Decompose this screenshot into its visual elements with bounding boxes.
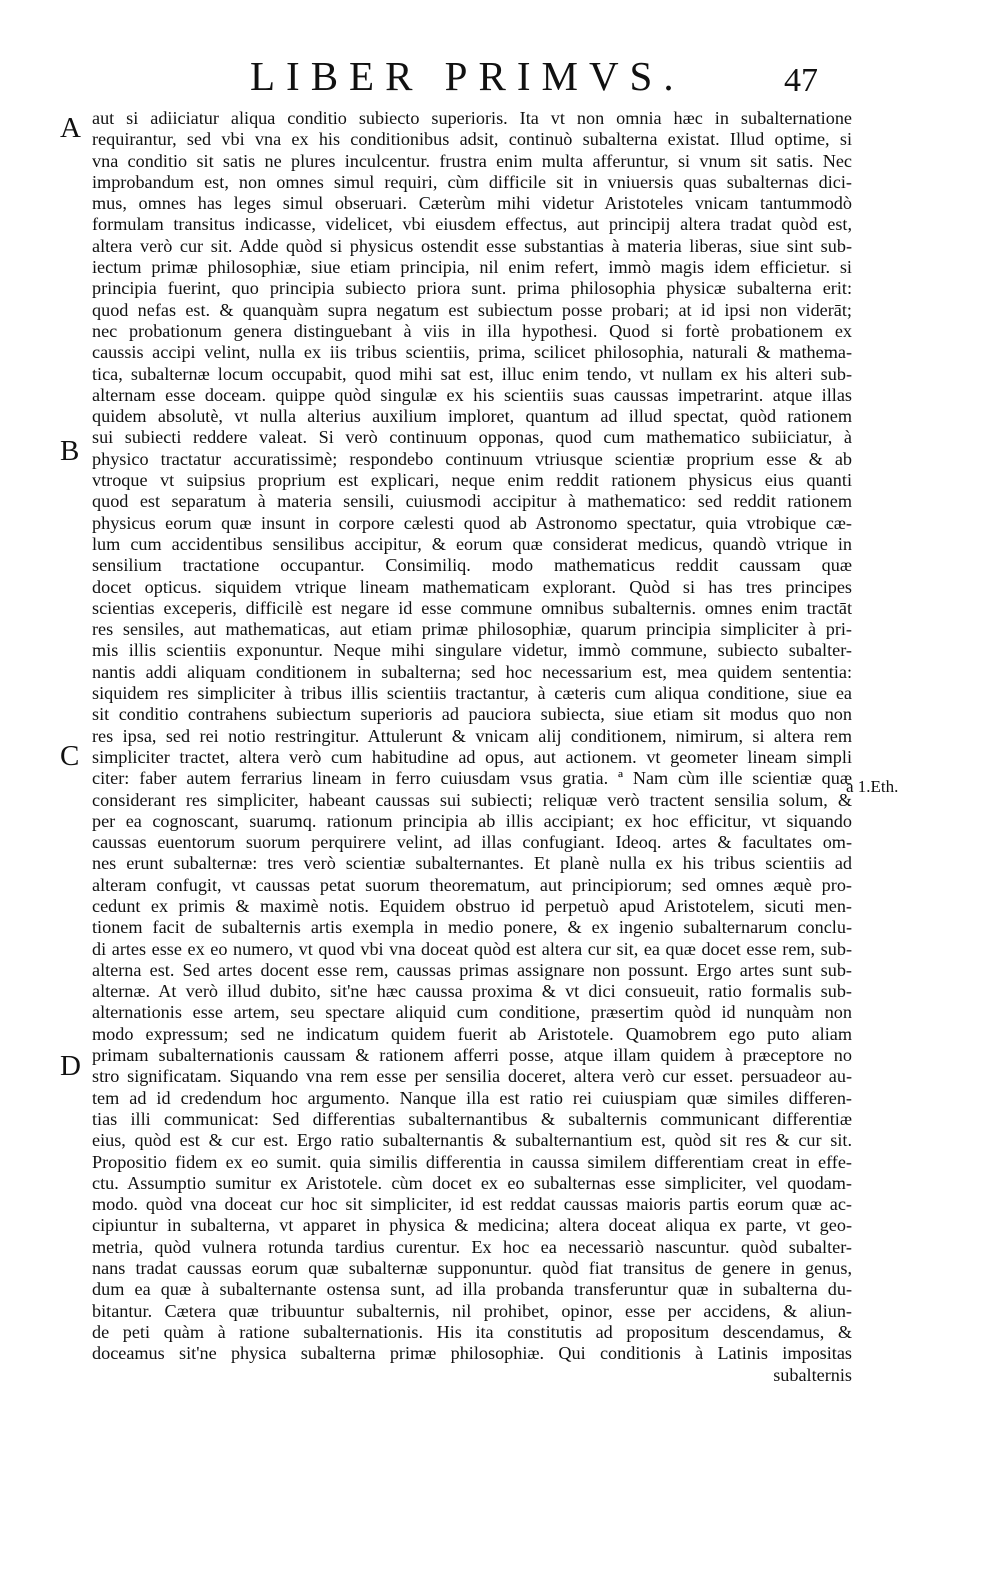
text-line: eius, quòd est & cur est. Ergo ratio subalternantis & subalternantium est, quòd sit res & cur sit. <box>92 1130 852 1151</box>
text-line: metria, quòd vulnera rotunda tardius curentur. Ex hoc ea necessariò nascuntur. quòd subalter- <box>92 1236 852 1257</box>
section-mark-b: B <box>60 435 80 467</box>
text-line: principia fuerint, quo principia subiecto priora sunt. prima philosophia physicæ subalterna erit: <box>92 278 852 299</box>
running-head <box>0 46 1000 106</box>
text-line: requirantur, sed vbi vna ex his conditionibus adsit, continuò subalterna existat. Illud optime, si <box>92 129 852 150</box>
text-line: nes erunt subalternæ: tres verò scientiæ subalternantes. Et planè nulla ex his tribus scientiis ad <box>92 853 852 874</box>
text-line: quod est separatum à materia sensili, cuiusmodi accipitur à mathematico: sed reddit rationem <box>92 491 852 512</box>
body-text <box>92 108 852 1386</box>
text-line: tem ad id credendum hoc argumento. Nanque illa est ratio rei cuiuspiam quæ similes differen- <box>92 1087 852 1108</box>
text-line: formulam transitus indicasse, videlicet, vbi eiusdem effectus, aut principij altera tradat quòd est, <box>92 214 852 235</box>
text-line: cipiuntur in subalterna, vt apparet in physica & medicina; altera doceat aliqua ex parte, vt geo- <box>92 1215 852 1236</box>
running-title: LIBER PRIMVS. <box>250 53 685 99</box>
text-line: stro significatam. Siquando vna rem esse per sensilia doceret, altera verò cur esset. persuadeor au- <box>92 1066 852 1087</box>
text-line: de peti quàm à ratione subalternationis. His ita constitutis ad propositum descendamus, & <box>92 1321 852 1342</box>
text-line: docet opticus. siquidem vtrique lineam mathematicam explorant. Quòd si has tres principes <box>92 576 852 597</box>
text-line: alternationis esse artem, seu spectare aliquid cum conditione, præsertim quòd id nunquàm non <box>92 1002 852 1023</box>
text-line: per ea cognoscant, suarumq. rationum principia ab illis accipiant; ex hoc efficitur, vt siquando <box>92 810 852 831</box>
text-line: nec probationum genera distinguebant à viis in illa hypothesi. Quod si fortè probationem ex <box>92 320 852 341</box>
text-line: nantis addi aliquam conditionem in subalterna; sed hoc necessarium est, mea quidem sententia: <box>92 661 852 682</box>
text-line: tica, subalternæ locum occupabit, quod mihi sat est, illuc enim tendo, vt nullam ex his alteri sub- <box>92 363 852 384</box>
text-line: iectum primæ philosophiæ, siue etiam principia, nil enim refert, immò magis idem efficietur. si <box>92 257 852 278</box>
text-line: citer: faber autem ferrarius lineam in ferro cuiusdam vsus gratia. ª Nam cùm ille scientiæ quæ <box>92 768 852 789</box>
text-line: di artes esse ex eo numero, vt quod vbi vna doceat quòd est altera cur sit, ea quæ docet esse rem, sub- <box>92 938 852 959</box>
text-line: siquidem res simpliciter à tribus illis scientiis tractantur, à cæteris cum aliqua conditione, siue ea <box>92 683 852 704</box>
text-line: physicus eorum quæ insunt in corpore cælesti quod ab Astronomo spectatur, quia vtrobique cæ- <box>92 512 852 533</box>
text-line: mis illis scientiis exponuntur. Neque mihi singulare videtur, immò commune, subiecto subalter- <box>92 640 852 661</box>
text-line: caussas euentorum suorum perquirere velint, ad illas confugiant. Ideoq. artes & facultates om- <box>92 832 852 853</box>
page-number: 47 <box>784 62 818 99</box>
text-line: considerant res simpliciter, habeant caussas sui subiecti; reliquæ verò tractent sensilia solum, & <box>92 789 852 810</box>
text-line: vtroque vt suipsius proprium est explicari, neque enim reddit rationem physicus eius quanti <box>92 470 852 491</box>
text-line: subalternis <box>773 1364 852 1385</box>
section-mark-d: D <box>60 1050 81 1082</box>
text-line: nans tradat caussas eorum quæ subalternæ supponuntur. quòd fiat transitus de genere in genus, <box>92 1258 852 1279</box>
marginal-citation: a 1.Eth. <box>846 777 899 796</box>
text-line: cedunt ex primis & maximè notis. Equidem obstruo id perpetuò apud Aristotelem, sicuti men- <box>92 895 852 916</box>
text-line: simpliciter tractet, altera verò cum habitudine ad opus, aut actionem. vt geometer lineam simpli <box>92 746 852 767</box>
text-line: res ipsa, sed rei notio restringitur. Attulerunt & vnicam alij conditionem, nimirum, si altera rem <box>92 725 852 746</box>
text-line: dum ea quæ à subalternante ostensa sunt, ad illa probanda transferuntur quæ in subalterna du- <box>92 1279 852 1300</box>
text-line: mus, omnes has leges simul obseruari. Cæterùm mihi videtur Aristoteles vnicam tantummodò <box>92 193 852 214</box>
text-line: physico tractatur accuratissimè; respondebo continuum vtriusque scientiæ proprium esse & ab <box>92 448 852 469</box>
text-line: altera verò cur sit. Adde quòd si physicus ostendit esse substantias à materia liberas, siue sint sub- <box>92 235 852 256</box>
text-line: sit conditio contrahens subiectum superioris ad pauciora subiecta, siue etiam sit modus quo non <box>92 704 852 725</box>
text-line: Propositio fidem ex eo sumit. quia similis differentia in caussa similem differentiam creat in effe- <box>92 1151 852 1172</box>
section-mark-c: C <box>60 740 80 772</box>
text-line: alternam esse doceam. quippe quòd singulæ ex his scientiis suas caussas impetrarint. atque illas <box>92 384 852 405</box>
text-line: ctu. Assumptio sumitur ex Aristotele. cùm docet ex eo subalternas esse simpliciter, vel quodam- <box>92 1172 852 1193</box>
text-line: lum cum accidentibus sensilibus accipitur, & eorum quæ considerat medicus, quandò vtrique in <box>92 533 852 554</box>
text-line: alterna est. Sed artes docent esse rem, caussas primas assignare non possunt. Ergo artes sunt sub- <box>92 959 852 980</box>
text-line: scientias exceperis, difficilè est negare id esse commune omnibus subalternis. omnes enim tractāt <box>92 597 852 618</box>
text-line: vna conditio sit satis ne plures inculcentur. frustra enim multa afferuntur, si vnum sit satis. Nec <box>92 150 852 171</box>
text-line: tionem facit de subalternis artis exempla in medio ponere, & ex ingenio subalternarum conclu- <box>92 917 852 938</box>
text-line: alternæ. At verò illud dubito, sit'ne hæc caussa proxima & vt dici consueuit, ratio formalis sub- <box>92 981 852 1002</box>
text-line: primam subalternationis caussam & rationem afferri posse, atque illam quidem à præceptore no <box>92 1045 852 1066</box>
text-line: sensilium tractatione occupantur. Consimiliq. modo mathematicus reddit caussam quæ <box>92 555 852 576</box>
text-line: doceamus sit'ne physica subalterna primæ philosophiæ. Qui conditionis à Latinis impositas <box>92 1343 852 1364</box>
text-line: modo. quòd vna doceat cur hoc sit simpliciter, id est reddat caussas maioris partis eorum quæ ac- <box>92 1194 852 1215</box>
text-line: res sensiles, aut mathematicas, aut etiam primæ philosophiæ, quarum principia simpliciter à pri- <box>92 619 852 640</box>
section-mark-a: A <box>60 112 81 144</box>
text-line: modo expressum; sed ne indicatum quidem fuerit ab Aristotele. Quamobrem ego puto aliam <box>92 1023 852 1044</box>
text-line: bitantur. Cætera quæ tribuuntur subalternis, nil prohibet, opinor, esse per accidens, & aliun- <box>92 1300 852 1321</box>
text-line: quidem absolutè, vt nulla alterius auxilium imploret, quantum ad illud spectat, quòd rationem <box>92 406 852 427</box>
text-line: aut si adiiciatur aliqua conditio subiecto superioris. Ita vt non omnia hæc in subalternatione <box>92 108 852 128</box>
text-line: quod nefas est. & quanquàm supra negatum est subiectum posse probari; at id ipsi non viderāt; <box>92 299 852 320</box>
text-line: alteram confugit, vt caussas petat suorum theorematum, aut principiorum; sed omnes æquè pro- <box>92 874 852 895</box>
text-line: sui subiecti reddere valeat. Si verò continuum opponas, quod cum mathematico subiiciatur, à <box>92 427 852 448</box>
text-line: caussis accipi velint, nulla ex iis tribus scientiis, prima, scilicet philosophia, naturali & mathema- <box>92 342 852 363</box>
text-line: improbandum est, non omnes simul requiri, cùm difficile sit in vniuersis quas subalternas dici- <box>92 171 852 192</box>
text-line: tias illi communicat: Sed differentias subalternantibus & subalternis communicant differentiæ <box>92 1108 852 1129</box>
